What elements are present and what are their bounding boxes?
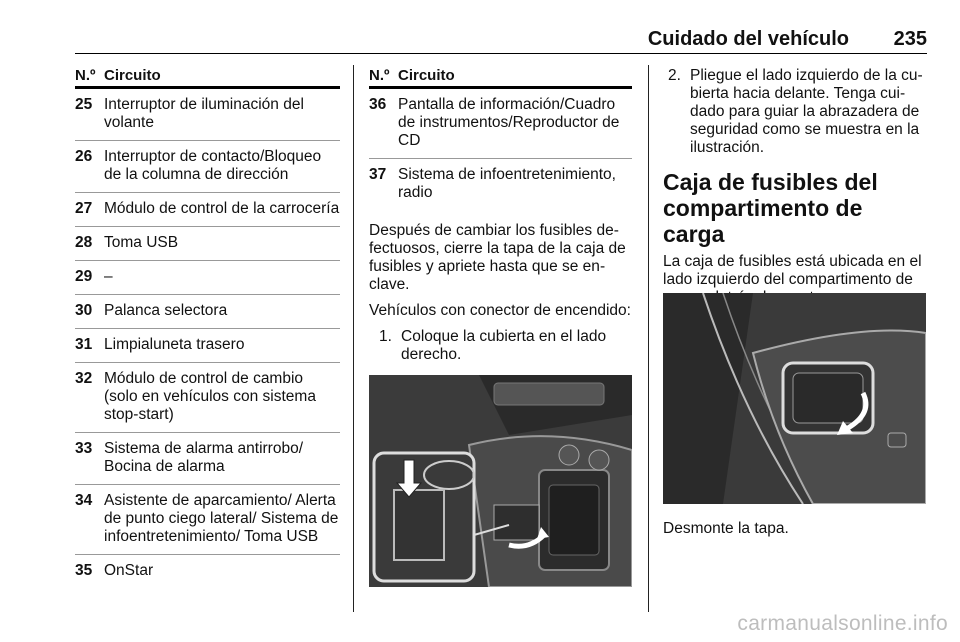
paragraph-ignition-vehicles: Vehículos con conector de encendido:	[369, 302, 631, 319]
header-circuit: Circuito	[104, 67, 161, 84]
circuit-number: 28	[75, 234, 93, 251]
circuit-description: Módulo de control de cambio (solo en vehículos con sistema stop-start)	[104, 370, 316, 423]
circuit-number: 31	[75, 336, 93, 353]
table-row	[369, 89, 632, 159]
step-number: 1.	[379, 328, 392, 345]
table-row	[75, 485, 340, 555]
table-row	[75, 227, 340, 261]
column-3	[663, 67, 928, 315]
page-number: 235	[893, 28, 927, 50]
table-row	[75, 555, 340, 588]
column-divider-2	[648, 65, 649, 612]
page-header	[75, 28, 927, 54]
table-row	[75, 89, 340, 141]
circuit-table	[369, 89, 632, 210]
circuit-description: Interruptor de iluminación del volante	[104, 96, 304, 131]
circuit-description: Interruptor de contacto/Bloqueo de la columna de dirección	[104, 148, 322, 183]
circuit-number: 37	[369, 166, 387, 183]
section-heading: Caja de fusibles del compartimento de carga	[663, 169, 878, 247]
table-row	[75, 193, 340, 227]
circuit-description: Sistema de infoentretenimiento, radio	[398, 166, 616, 201]
column-1	[75, 65, 340, 588]
circuit-number: 25	[75, 96, 93, 113]
header-num: N.º	[75, 67, 96, 84]
circuit-description: Sistema de alarma antirrobo/ Bocina de alarma	[104, 440, 304, 475]
circuit-description: Módulo de control de la carrocería	[104, 200, 340, 217]
table-row	[75, 141, 340, 193]
circuit-description: Pantalla de información/Cuadro de instrumentos/Reproductor de CD	[398, 96, 620, 149]
circuit-number: 32	[75, 370, 93, 387]
header-title: Cuidado del vehículo	[647, 28, 849, 50]
paragraph-remove-cover: Desmonte la tapa.	[663, 520, 789, 537]
step-2	[668, 67, 928, 157]
step-text: Pliegue el lado izquierdo de la cubierta hacia delante. Tenga cuidado para guiar la abrazadera de seguridad como se muestra en la ilustración.	[690, 67, 923, 156]
column-3-bottom	[663, 520, 928, 546]
circuit-number: 29	[75, 268, 93, 285]
paragraph-close-cover: Después de cambiar los fusibles defectuosos, cierre la tapa de la caja de fusibles y apriete hasta que se enclave.	[369, 222, 626, 293]
circuit-description: Toma USB	[104, 234, 179, 251]
circuit-number: 26	[75, 148, 93, 165]
table-header	[75, 65, 340, 89]
table-row	[75, 329, 340, 363]
circuit-number: 34	[75, 492, 93, 509]
table-row	[75, 363, 340, 433]
column-divider-1	[353, 65, 354, 612]
table-row	[75, 433, 340, 485]
column-2	[369, 65, 632, 364]
header-circuit: Circuito	[398, 67, 455, 84]
circuit-number: 33	[75, 440, 93, 457]
circuit-description: Asistente de aparcamiento/ Alerta de punto ciego lateral/ Sistema de infoentretenimiento/ Toma USB	[104, 492, 339, 545]
table-row	[369, 159, 632, 210]
step-number: 2.	[668, 67, 681, 84]
circuit-table	[75, 89, 340, 588]
circuit-description: OnStar	[104, 562, 154, 579]
table-header	[369, 65, 632, 89]
watermark: carmanualsonline.info	[737, 612, 948, 635]
circuit-number: 35	[75, 562, 93, 579]
step-1	[379, 328, 632, 364]
table-row	[75, 295, 340, 329]
circuit-number: 30	[75, 302, 93, 319]
paragraph-fuse-location: La caja de fusibles está ubicada en el lado izquierdo del compartimento de	[663, 253, 922, 288]
circuit-number: 36	[369, 96, 387, 113]
circuit-description: Limpialuneta trasero	[104, 336, 245, 353]
header-num: N.º	[369, 67, 390, 84]
step-text: Coloque la cubierta en el lado derecho.	[401, 328, 607, 363]
cargo-fuse-illustration	[663, 293, 926, 504]
table-row	[75, 261, 340, 295]
circuit-number: 27	[75, 200, 93, 217]
circuit-description: Palanca selectora	[104, 302, 228, 319]
console-fuse-illustration	[369, 375, 632, 587]
circuit-description: –	[104, 268, 113, 285]
